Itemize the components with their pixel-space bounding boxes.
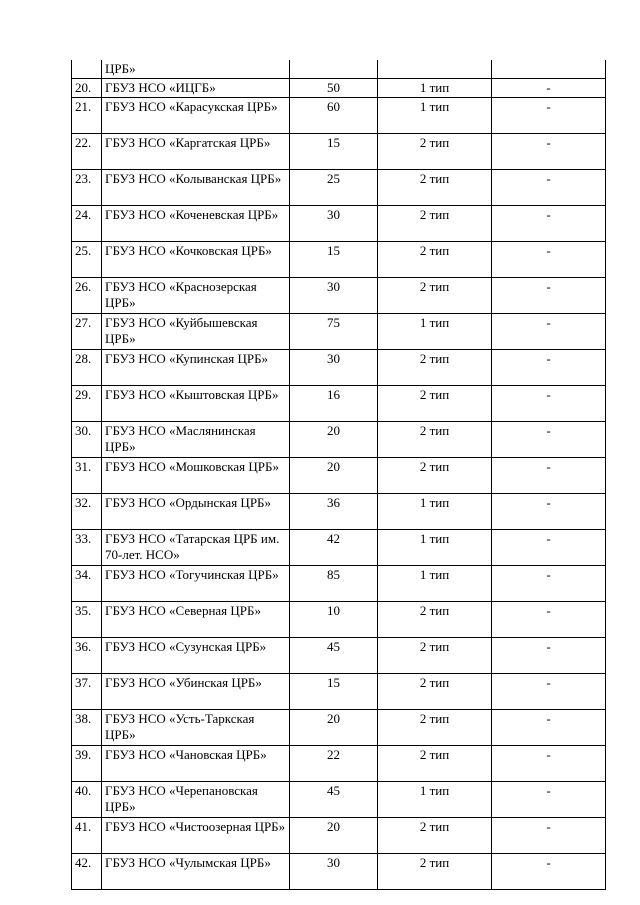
row-number-cell: 24. (72, 206, 102, 242)
table-body (72, 60, 606, 890)
institution-name-cell: ЦРБ» (102, 60, 290, 79)
beds-cell: 30 (290, 854, 378, 890)
institution-name-cell: ГБУЗ НСО «Ордынская ЦРБ» (102, 494, 290, 530)
note-cell: - (492, 242, 606, 278)
institution-name-cell: ГБУЗ НСО «Сузунская ЦРБ» (102, 638, 290, 674)
institution-name-cell: ГБУЗ НСО «Черепановская ЦРБ» (102, 782, 290, 818)
type-cell: 2 тип (378, 638, 492, 674)
row-number-cell: 29. (72, 386, 102, 422)
row-number-cell: 22. (72, 134, 102, 170)
table-row (72, 746, 606, 782)
beds-cell: 16 (290, 386, 378, 422)
table-row (72, 170, 606, 206)
beds-cell: 25 (290, 170, 378, 206)
note-cell: - (492, 638, 606, 674)
table-row (72, 422, 606, 458)
type-cell: 1 тип (378, 782, 492, 818)
note-cell: - (492, 782, 606, 818)
table-row (72, 134, 606, 170)
institution-name-cell: ГБУЗ НСО «Убинская ЦРБ» (102, 674, 290, 710)
note-cell: - (492, 494, 606, 530)
beds-cell: 15 (290, 134, 378, 170)
institution-name-cell: ГБУЗ НСО «Татарская ЦРБ им. 70-лет. НСО» (102, 530, 290, 566)
row-number-cell: 21. (72, 98, 102, 134)
institution-name-cell: ГБУЗ НСО «Кочковская ЦРБ» (102, 242, 290, 278)
type-cell: 2 тип (378, 854, 492, 890)
row-number-cell: 30. (72, 422, 102, 458)
row-number-cell: 34. (72, 566, 102, 602)
type-cell: 1 тип (378, 530, 492, 566)
beds-cell: 15 (290, 242, 378, 278)
beds-cell: 20 (290, 458, 378, 494)
hospitals-table (71, 60, 606, 890)
row-number-cell: 36. (72, 638, 102, 674)
institution-name-cell: ГБУЗ НСО «Колыванская ЦРБ» (102, 170, 290, 206)
type-cell: 1 тип (378, 314, 492, 350)
note-cell: - (492, 170, 606, 206)
table-row (72, 79, 606, 98)
institution-name-cell: ГБУЗ НСО «Чановская ЦРБ» (102, 746, 290, 782)
beds-cell: 20 (290, 710, 378, 746)
note-cell: - (492, 710, 606, 746)
beds-cell: 20 (290, 422, 378, 458)
beds-cell (290, 60, 378, 79)
institution-name-cell: ГБУЗ НСО «Каргатская ЦРБ» (102, 134, 290, 170)
type-cell: 1 тип (378, 98, 492, 134)
beds-cell: 15 (290, 674, 378, 710)
type-cell: 2 тип (378, 134, 492, 170)
beds-cell: 45 (290, 782, 378, 818)
note-cell: - (492, 206, 606, 242)
note-cell: - (492, 458, 606, 494)
row-number-cell (72, 60, 102, 79)
type-cell: 2 тип (378, 746, 492, 782)
institution-name-cell: ГБУЗ НСО «Кыштовская ЦРБ» (102, 386, 290, 422)
row-number-cell: 33. (72, 530, 102, 566)
note-cell: - (492, 530, 606, 566)
row-number-cell: 40. (72, 782, 102, 818)
type-cell: 2 тип (378, 458, 492, 494)
note-cell: - (492, 350, 606, 386)
beds-cell: 36 (290, 494, 378, 530)
type-cell: 2 тип (378, 602, 492, 638)
note-cell: - (492, 422, 606, 458)
table-row (72, 818, 606, 854)
beds-cell: 30 (290, 350, 378, 386)
table-row (72, 602, 606, 638)
table-row-continuation (72, 60, 606, 79)
type-cell: 2 тип (378, 350, 492, 386)
table-row (72, 278, 606, 314)
table-row (72, 530, 606, 566)
institution-name-cell: ГБУЗ НСО «Северная ЦРБ» (102, 602, 290, 638)
type-cell: 2 тип (378, 674, 492, 710)
beds-cell: 42 (290, 530, 378, 566)
table-row (72, 458, 606, 494)
row-number-cell: 31. (72, 458, 102, 494)
beds-cell: 75 (290, 314, 378, 350)
row-number-cell: 32. (72, 494, 102, 530)
type-cell: 2 тип (378, 206, 492, 242)
type-cell (378, 60, 492, 79)
beds-cell: 45 (290, 638, 378, 674)
institution-name-cell: ГБУЗ НСО «Маслянинская ЦРБ» (102, 422, 290, 458)
note-cell: - (492, 602, 606, 638)
institution-name-cell: ГБУЗ НСО «Тогучинская ЦРБ» (102, 566, 290, 602)
table-row (72, 98, 606, 134)
type-cell: 2 тип (378, 386, 492, 422)
row-number-cell: 23. (72, 170, 102, 206)
institution-name-cell: ГБУЗ НСО «ИЦГБ» (102, 79, 290, 98)
institution-name-cell: ГБУЗ НСО «Чулымская ЦРБ» (102, 854, 290, 890)
table-row (72, 242, 606, 278)
type-cell: 2 тип (378, 818, 492, 854)
beds-cell: 85 (290, 566, 378, 602)
table-row (72, 206, 606, 242)
note-cell: - (492, 674, 606, 710)
table-row (72, 350, 606, 386)
row-number-cell: 41. (72, 818, 102, 854)
row-number-cell: 39. (72, 746, 102, 782)
type-cell: 1 тип (378, 566, 492, 602)
institution-name-cell: ГБУЗ НСО «Куйбышевская ЦРБ» (102, 314, 290, 350)
institution-name-cell: ГБУЗ НСО «Мошковская ЦРБ» (102, 458, 290, 494)
note-cell: - (492, 854, 606, 890)
institution-name-cell: ГБУЗ НСО «Купинская ЦРБ» (102, 350, 290, 386)
table-row (72, 782, 606, 818)
row-number-cell: 26. (72, 278, 102, 314)
row-number-cell: 20. (72, 79, 102, 98)
beds-cell: 22 (290, 746, 378, 782)
table-row (72, 566, 606, 602)
type-cell: 1 тип (378, 79, 492, 98)
beds-cell: 10 (290, 602, 378, 638)
type-cell: 2 тип (378, 242, 492, 278)
type-cell: 2 тип (378, 170, 492, 206)
row-number-cell: 42. (72, 854, 102, 890)
note-cell: - (492, 79, 606, 98)
table-row (72, 674, 606, 710)
table-row (72, 854, 606, 890)
beds-cell: 20 (290, 818, 378, 854)
beds-cell: 60 (290, 98, 378, 134)
row-number-cell: 35. (72, 602, 102, 638)
beds-cell: 30 (290, 206, 378, 242)
beds-cell: 30 (290, 278, 378, 314)
row-number-cell: 25. (72, 242, 102, 278)
table-row (72, 314, 606, 350)
note-cell: - (492, 98, 606, 134)
table-row (72, 710, 606, 746)
row-number-cell: 27. (72, 314, 102, 350)
table-row (72, 386, 606, 422)
institution-name-cell: ГБУЗ НСО «Чистоозерная ЦРБ» (102, 818, 290, 854)
institution-name-cell: ГБУЗ НСО «Краснозерская ЦРБ» (102, 278, 290, 314)
row-number-cell: 37. (72, 674, 102, 710)
table-row (72, 494, 606, 530)
type-cell: 2 тип (378, 422, 492, 458)
row-number-cell: 38. (72, 710, 102, 746)
institution-name-cell: ГБУЗ НСО «Коченевская ЦРБ» (102, 206, 290, 242)
note-cell: - (492, 134, 606, 170)
note-cell: - (492, 566, 606, 602)
row-number-cell: 28. (72, 350, 102, 386)
type-cell: 2 тип (378, 710, 492, 746)
note-cell: - (492, 278, 606, 314)
type-cell: 2 тип (378, 278, 492, 314)
table-row (72, 638, 606, 674)
note-cell: - (492, 746, 606, 782)
institution-name-cell: ГБУЗ НСО «Усть-Таркская ЦРБ» (102, 710, 290, 746)
beds-cell: 50 (290, 79, 378, 98)
note-cell (492, 60, 606, 79)
note-cell: - (492, 386, 606, 422)
note-cell: - (492, 314, 606, 350)
note-cell: - (492, 818, 606, 854)
type-cell: 1 тип (378, 494, 492, 530)
institution-name-cell: ГБУЗ НСО «Карасукская ЦРБ» (102, 98, 290, 134)
